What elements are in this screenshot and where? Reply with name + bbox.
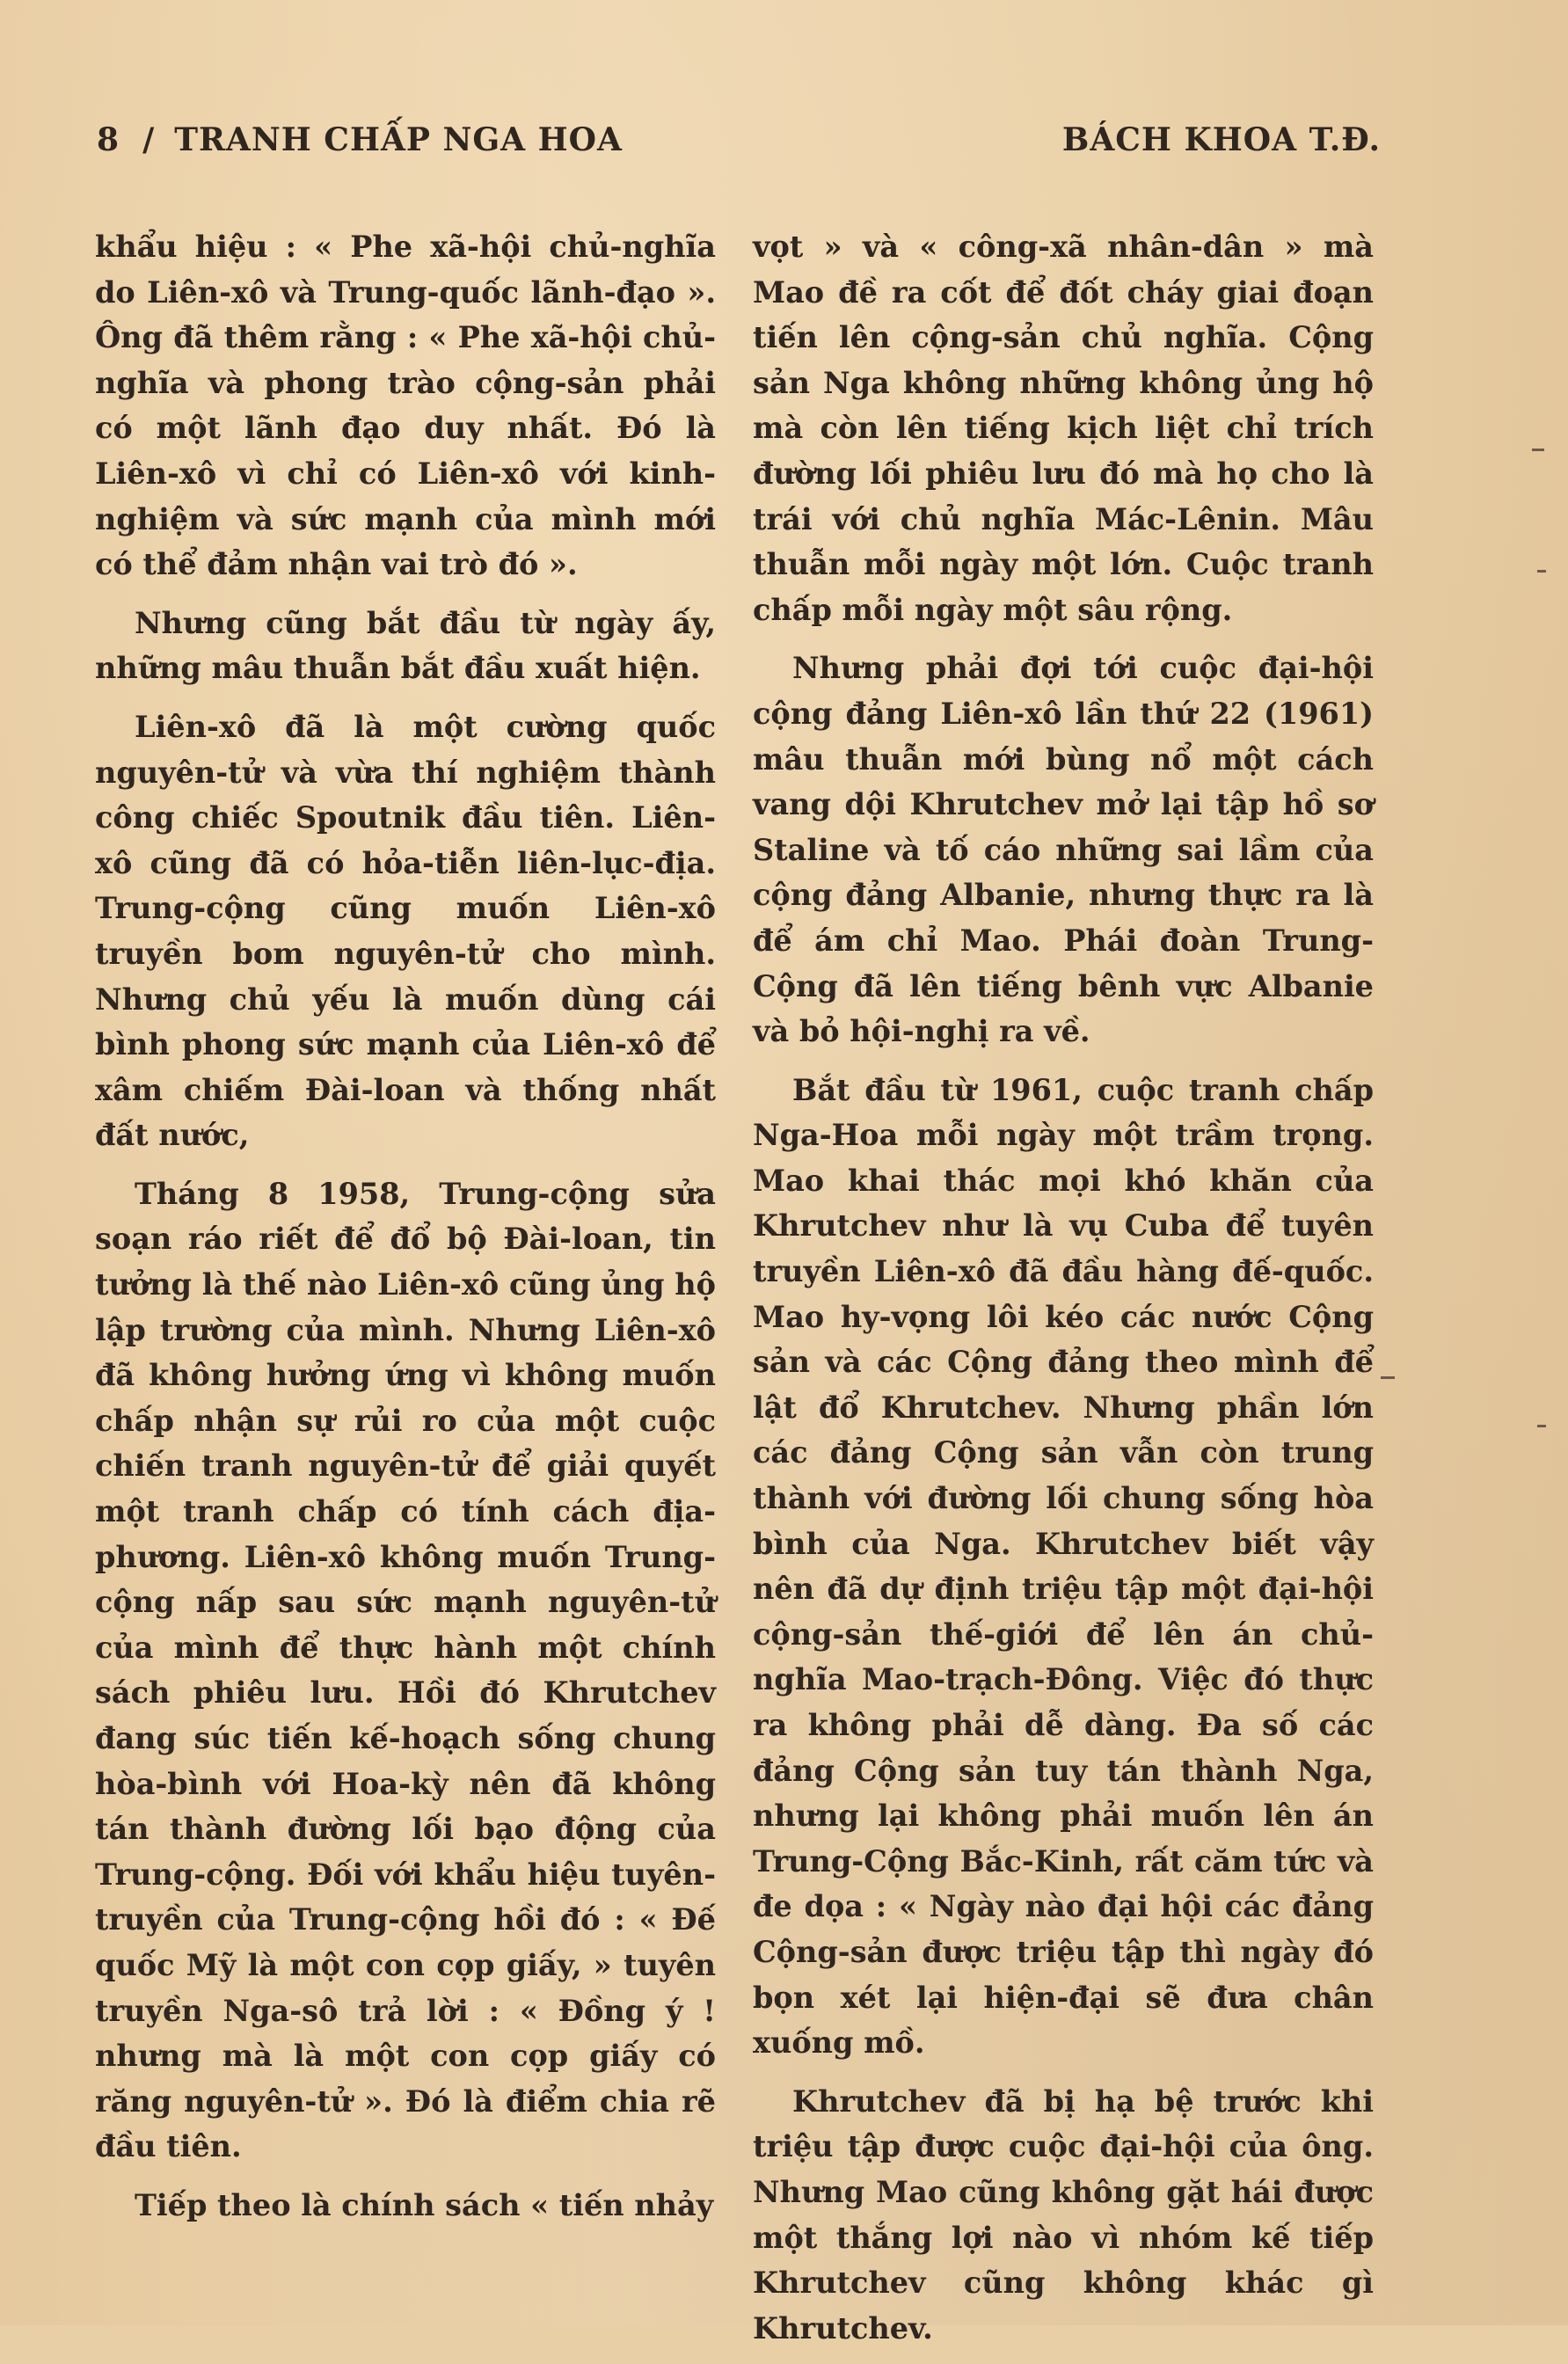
- publication-name: BÁCH KHOA T.Đ.: [1061, 121, 1381, 158]
- paragraph: Khrutchev đã bị hạ bệ trước khi triệu tập được cuộc đại-hội của ông. Nhưng Mao cũng không gặt hái được một thắng lợi nào vì nhóm kế tiếp Khrutchev cũng không khác gì Khrutchev.: [753, 2083, 1374, 2346]
- paragraph: Liên-xô đã là một cường quốc nguyên-tử và vừa thí nghiệm thành công chiếc Spoutnik đầu tiên. Liên-xô cũng đã có hỏa-tiễn liên-lục-địa. Trung-cộng cũng muốn Liên-xô truyền bom nguyên-tử cho mình. Nhưng chủ yếu là muốn dùng cái bình phong sức mạnh của Liên-xô để xâm chiếm Đài-loan và thống nhất đất nước,: [95, 709, 716, 1153]
- scan-mark: [1537, 570, 1546, 573]
- paragraph: khẩu hiệu : « Phe xã-hội chủ-nghĩa do Liên-xô và Trung-quốc lãnh-đạo ». Ông đã thêm rằng : « Phe xã-hội chủ-nghĩa và phong trào cộng-sản phải có một lãnh đạo duy nhất. Đó là Liên-xô vì chỉ có Liên-xô với kinh-nghiệm và sức mạnh của mình mới có thể đảm nhận vai trò đó ».: [95, 230, 716, 582]
- paragraph: Tiếp theo là chính sách « tiến nhảy: [135, 2187, 714, 2222]
- scan-mark: [1537, 1425, 1546, 1427]
- paragraph: Tháng 8 1958, Trung-cộng sửa soạn ráo riết để đổ bộ Đài-loan, tin tưởng là thế nào Liên-xô cũng ủng hộ lập trường của mình. Nhưng Liên-xô đã không hưởng ứng vì không muốn chấp nhận sự rủi ro của một cuộc chiến tranh nguyên-tử để giải quyết một tranh chấp có tính cách địa-phương. Liên-xô không muốn Trung-cộng nấp sau sức mạnh nguyên-tử của mình để thực hành một chính sách phiêu lưu. Hồi đó Khrutchev đang súc tiến kế-hoạch sống chung hòa-bình với Hoa-kỳ nên đã không tán thành đường lối bạo động của Trung-cộng. Đối với khẩu hiệu tuyên-truyền của Trung-cộng hồi đó : « Đế quốc Mỹ là một con cọp giấy, » tuyên truyền Nga-sô trả lời : « Đồng ý ! nhưng mà là một con cọp giấy có răng nguyên-tử ». Đó là điểm chia rẽ đầu tiên.: [95, 1176, 716, 2164]
- header-separator: /: [142, 121, 156, 158]
- section-title: TRANH CHẤP NGA HOA: [174, 121, 623, 158]
- right-column: [753, 224, 1374, 2364]
- page-number: 8: [97, 121, 120, 158]
- paragraph: Bắt đầu từ 1961, cuộc tranh chấp Nga-Hoa mỗi ngày một trầm trọng. Mao khai thác mọi khó khăn của Khrutchev như là vụ Cuba để tuyên truyền Liên-xô đã đầu hàng đế-quốc. Mao hy-vọng lôi kéo các nước Cộng sản và các Cộng đảng theo mình để lật đổ Khrutchev. Nhưng phần lớn các đảng Cộng sản vẫn còn trung thành với đường lối chung sống hòa bình của Nga. Khrutchev biết vậy nên đã dự định triệu tập một đại-hội cộng-sản thế-giới để lên án chủ-nghĩa Mao-trạch-Đông. Việc đó thực ra không phải dễ dàng. Đa số các đảng Cộng sản tuy tán thành Nga, nhưng lại không phải muốn lên án Trung-Cộng Bắc-Kinh, rất căm tức và đe dọa : « Ngày nào đại hội các đảng Cộng-sản được triệu tập thì ngày đó bọn xét lại hiện-đại sẽ đưa chân xuống mồ.: [753, 1072, 1374, 2061]
- paragraph: vọt » và « công-xã nhân-dân » mà Mao đề ra cốt để đốt cháy giai đoạn tiến lên cộng-sản chủ nghĩa. Cộng sản Nga không những không ủng hộ mà còn lên tiếng kịch liệt chỉ trích đường lối phiêu lưu đó mà họ cho là trái với chủ nghĩa Mác-Lênin. Mâu thuẫn mỗi ngày một lớn. Cuộc tranh chấp mỗi ngày một sâu rộng.: [753, 230, 1374, 627]
- paragraph: Nhưng phải đợi tới cuộc đại-hội cộng đảng Liên-xô lần thứ 22 (1961) mâu thuẫn mới bùng nổ một cách vang dội Khrutchev mở lại tập hồ sơ Staline và tố cáo những sai lầm của cộng đảng Albanie, nhưng thực ra là để ám chỉ Mao. Phái đoàn Trung-Cộng đã lên tiếng bênh vực Albanie và bỏ hội-nghị ra về.: [753, 651, 1374, 1049]
- running-header: [97, 121, 1381, 174]
- paragraph: Nhưng cũng bắt đầu từ ngày ấy, những mâu thuẫn bắt đầu xuất hiện.: [95, 605, 716, 686]
- scan-mark: [1532, 449, 1544, 451]
- left-column: [95, 224, 716, 2242]
- header-left: [97, 121, 623, 158]
- scan-mark: [1381, 1376, 1395, 1379]
